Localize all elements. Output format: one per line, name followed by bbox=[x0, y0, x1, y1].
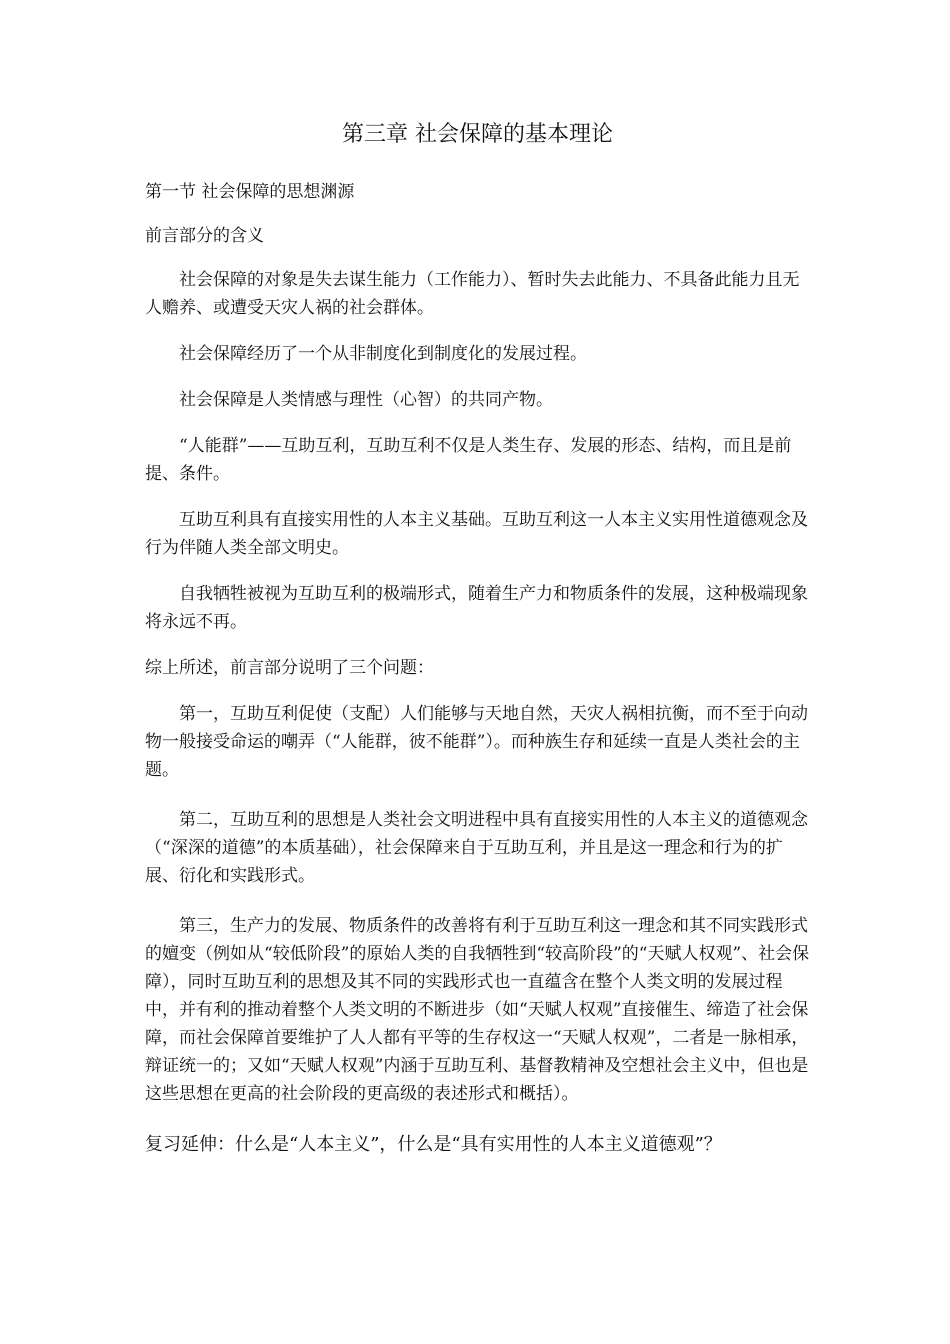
document-content bbox=[145, 118, 810, 1160]
chapter-title: 第三章 社会保障的基本理论 bbox=[342, 122, 613, 147]
point-first: 第一，互助互利促使（支配）人们能够与天地自然，天灾人祸相抗衡，而不至于向动物一般接受命运的嘲弄（“人能群，彼不能群”）。而种族生存和延续一直是人类社会的主题。 bbox=[145, 704, 808, 780]
paragraph-object: 社会保障的对象是失去谋生能力（工作能力）、暂时失去此能力、不具备此能力且无人赡养、或遭受天灾人祸的社会群体。 bbox=[145, 270, 800, 318]
paragraph-self-sacrifice: 自我牺牲被视为互助互利的极端形式，随着生产力和物质条件的发展，这种极端现象将永远不再。 bbox=[145, 584, 808, 632]
paragraph-human-group: “人能群”——互助互利，互助互利不仅是人类生存、发展的形态、结构，而且是前提、条件。 bbox=[145, 436, 792, 484]
section-heading: 第一节 社会保障的思想渊源 bbox=[145, 182, 355, 202]
paragraph-product: 社会保障是人类情感与理性（心智）的共同产物。 bbox=[179, 390, 553, 410]
review-question: 复习延伸：什么是“人本主义”，什么是“具有实用性的人本主义道德观”？ bbox=[145, 1134, 722, 1155]
summary-line: 综上所述，前言部分说明了三个问题： bbox=[145, 658, 434, 678]
subheading: 前言部分的含义 bbox=[145, 226, 264, 246]
point-second: 第二，互助互利的思想是人类社会文明进程中具有直接实用性的人本主义的道德观念（“深深的道德”的本质基础），社会保障来自于互助互利，并且是这一理念和行为的扩展、衍化和实践形式。 bbox=[145, 810, 808, 886]
paragraph-process: 社会保障经历了一个从非制度化到制度化的发展过程。 bbox=[179, 344, 587, 364]
point-third: 第三，生产力的发展、物质条件的改善将有利于互助互利这一理念和其不同实践形式的嬗变（例如从“较低阶段”的原始人类的自我牺牲到“较高阶段”的“天赋人权观”、社会保障），同时互助互利的思想及其不同的实践形式也一直蕴含在整个人类文明的发展过程中，并有利的推动着整个人类文明的不断进步（如“天赋人权观”直接催生、缔造了社会保障，而社会保障首要维护了人人都有平等的生存权这一“天赋人权观”，二者是一脉相承，辩证统一的；又如“天赋人权观”内涵于互助互利、基督教精神及空想社会主义中，但也是这些思想在更高的社会阶段的更高级的表述形式和概括）。 bbox=[145, 916, 810, 1104]
paragraph-humanism: 互助互利具有直接实用性的人本主义基础。互助互利这一人本主义实用性道德观念及行为伴随人类全部文明史。 bbox=[145, 510, 808, 558]
